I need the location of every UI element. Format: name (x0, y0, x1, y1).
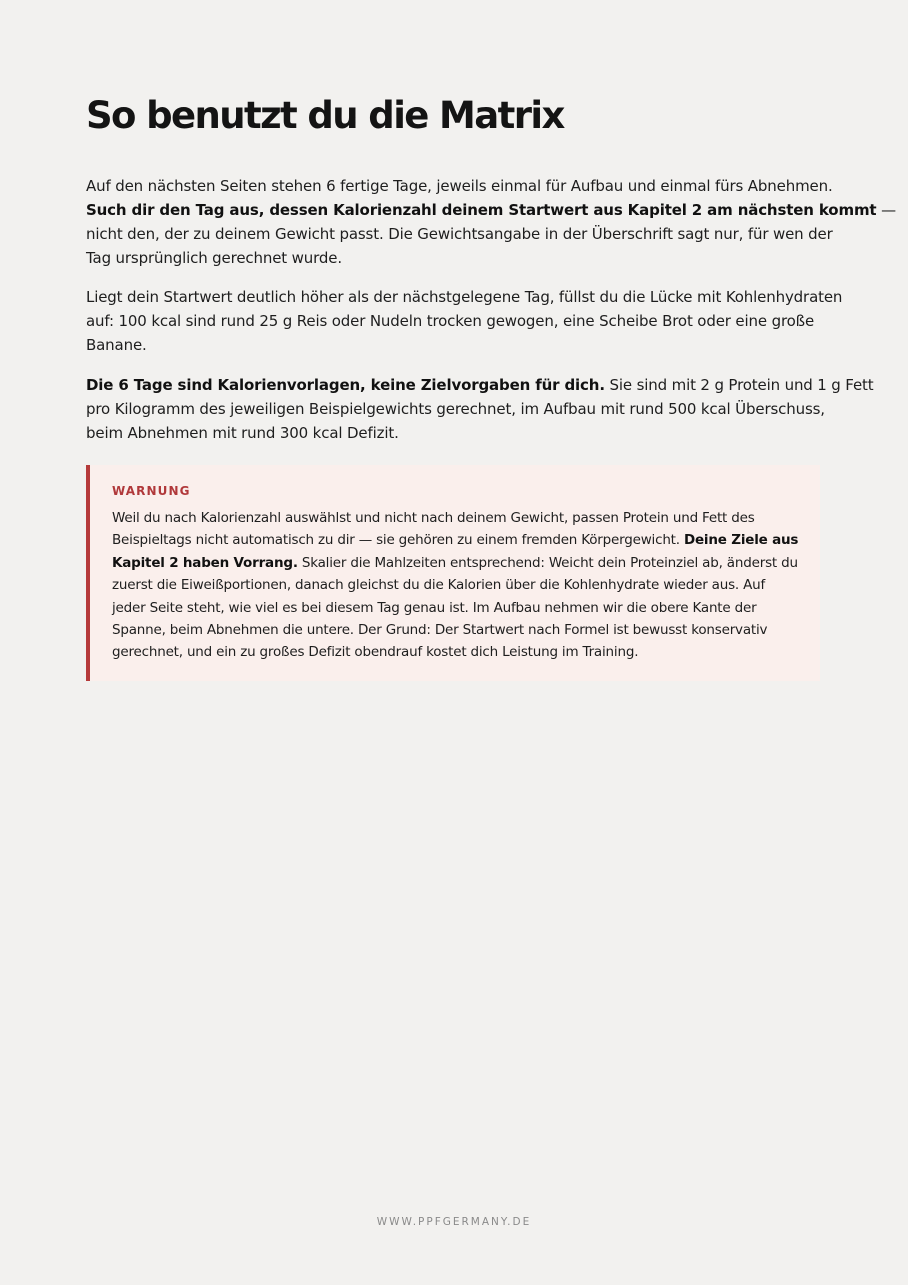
warning-text (112, 507, 812, 664)
text-line (86, 285, 843, 309)
text-line (112, 619, 812, 641)
intro-paragraph (86, 174, 896, 270)
text-run: gerechnet, und ein zu großes Defizit obendrauf kostet dich Leistung im Training. (112, 644, 639, 661)
text-run: Beispieltags nicht automatisch zu dir — sie gehören zu einem fremden Körpergewicht. (112, 532, 684, 549)
text-run: beim Abnehmen mit rund 300 kcal Defizit. (86, 424, 399, 442)
bold-text: Such dir den Tag aus, dessen Kalorienzahl deinem Startwert aus Kapitel 2 am nächsten kommt (86, 201, 877, 219)
text-line (86, 222, 833, 246)
text-line (112, 529, 812, 551)
text-line (86, 309, 826, 333)
text-line (86, 333, 826, 357)
footer-url: WWW.PPFGERMANY.DE (376, 1216, 532, 1228)
text-run: Liegt dein Startwert deutlich höher als der nächstgelegene Tag, füllst du die Lücke mit Kohlenhydraten (86, 288, 843, 306)
page-title: So benutzt du die Matrix (86, 94, 564, 137)
text-run: zuerst die Eiweißportionen, danach gleichst du die Kalorien über die Kohlenhydrate wieder aus. Auf (112, 577, 766, 594)
text-run: Tag ursprünglich gerechnet wurde. (86, 249, 342, 267)
text-run: jeder Seite steht, wie viel es bei diesem Tag genau ist. Im Aufbau nehmen wir die obere Kante der (112, 599, 757, 616)
text-line (86, 421, 826, 445)
text-line (112, 597, 812, 619)
text-run: Auf den nächsten Seiten stehen 6 fertige Tage, jeweils einmal für Aufbau und einmal fürs Abnehmen. (86, 177, 833, 195)
text-run: Weil du nach Kalorienzahl auswählst und nicht nach deinem Gewicht, passen Protein und Fett des (112, 510, 755, 526)
fill-gap-paragraph (86, 285, 843, 357)
text-line (86, 246, 826, 270)
text-line (86, 174, 833, 198)
text-run: auf: 100 kcal sind rund 25 g Reis oder Nudeln trocken gewogen, eine Scheibe Brot oder eine große (86, 312, 815, 330)
warning-label: WARNUNG (112, 484, 191, 498)
bold-text: Deine Ziele aus (683, 532, 799, 549)
calorie-templates-paragraph (86, 373, 874, 445)
text-line (86, 373, 874, 397)
text-run: Skalier die Mahlzeiten entsprechend: Weicht dein Proteinziel ab, änderst du (297, 554, 798, 571)
text-line (86, 397, 826, 421)
text-line (112, 641, 812, 663)
text-run: — (876, 201, 896, 219)
bold-text: Die 6 Tage sind Kalorienvorlagen, keine Zielvorgaben für dich. (86, 376, 605, 394)
bold-text: Kapitel 2 haben Vorrang. (112, 554, 298, 571)
text-run: Sie sind mit 2 g Protein und 1 g Fett (604, 376, 874, 394)
text-line (86, 198, 896, 222)
text-line (112, 507, 812, 529)
text-run: nicht den, der zu deinem Gewicht passt. Die Gewichtsangabe in der Überschrift sagt nur, für wen der (86, 225, 833, 243)
text-line (112, 574, 812, 596)
text-run: pro Kilogramm des jeweiligen Beispielgewichts gerechnet, im Aufbau mit rund 500 kcal Überschuss, (86, 400, 825, 418)
text-run: Banane. (86, 336, 147, 354)
warning-callout (86, 465, 820, 681)
text-line (112, 552, 812, 574)
text-run: Spanne, beim Abnehmen die untere. Der Grund: Der Startwert nach Formel ist bewusst konservativ (112, 622, 768, 639)
